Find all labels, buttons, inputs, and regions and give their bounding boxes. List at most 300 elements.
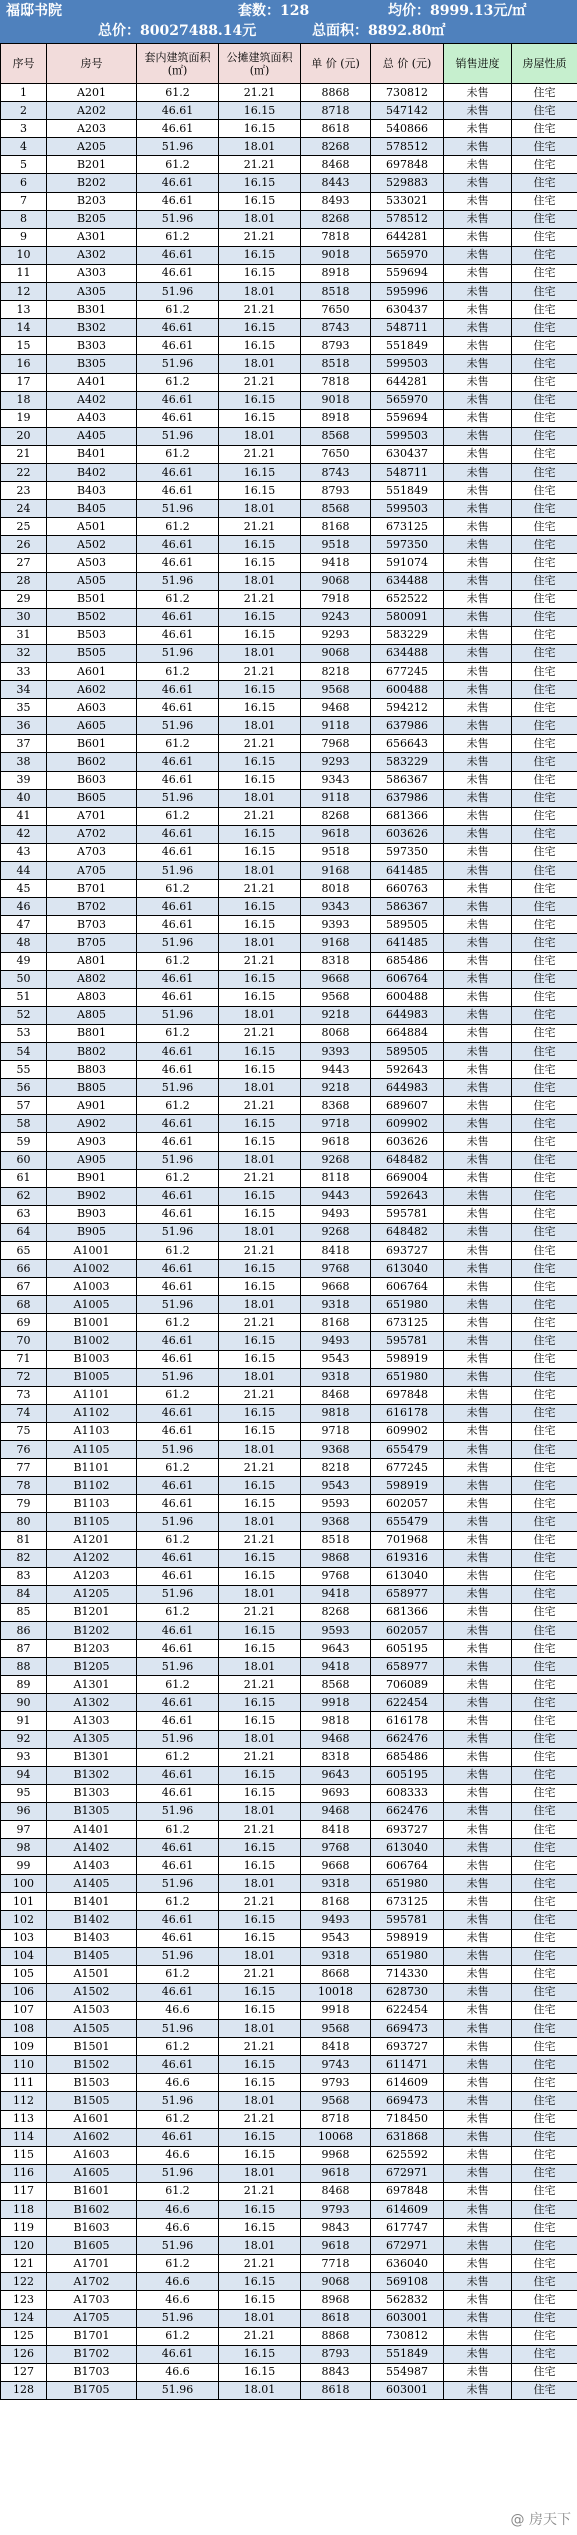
cell-sales-status: 未售 bbox=[444, 1278, 512, 1296]
cell-unit: B705 bbox=[47, 934, 137, 952]
cell-total-price: 595996 bbox=[371, 283, 444, 301]
table-row bbox=[1, 2309, 577, 2327]
cell-total-price: 592643 bbox=[371, 1061, 444, 1079]
table-row bbox=[1, 2001, 577, 2019]
cell-unit: A1302 bbox=[47, 1694, 137, 1712]
cell-property-type: 住宅 bbox=[512, 789, 577, 807]
cell-unit-price: 9968 bbox=[301, 2146, 371, 2164]
cell-sales-status: 未售 bbox=[444, 1441, 512, 1459]
project-name: 福邸书院 bbox=[6, 3, 62, 19]
cell-inner-area: 51.96 bbox=[137, 717, 219, 735]
table-row bbox=[1, 1911, 577, 1929]
cell-inner-area: 46.61 bbox=[137, 1694, 219, 1712]
table-row bbox=[1, 1133, 577, 1151]
cell-sales-status: 未售 bbox=[444, 1929, 512, 1947]
cell-property-type: 住宅 bbox=[512, 391, 577, 409]
cell-unit-price: 9768 bbox=[301, 1839, 371, 1857]
cell-unit: B1503 bbox=[47, 2074, 137, 2092]
cell-unit: B601 bbox=[47, 735, 137, 753]
cell-unit-price: 9318 bbox=[301, 1875, 371, 1893]
cell-shared-area: 21.21 bbox=[219, 1024, 301, 1042]
cell-sales-status: 未售 bbox=[444, 898, 512, 916]
cell-inner-area: 46.61 bbox=[137, 1404, 219, 1422]
cell-sales-status: 未售 bbox=[444, 482, 512, 500]
cell-sales-status: 未售 bbox=[444, 2327, 512, 2345]
table-row bbox=[1, 644, 577, 662]
table-row bbox=[1, 138, 577, 156]
cell-total-price: 681366 bbox=[371, 1603, 444, 1621]
cell-sales-status: 未售 bbox=[444, 427, 512, 445]
cell-unit: B1505 bbox=[47, 2092, 137, 2110]
cell-inner-area: 51.96 bbox=[137, 2164, 219, 2182]
table-row bbox=[1, 1079, 577, 1097]
cell-sales-status: 未售 bbox=[444, 301, 512, 319]
cell-sales-status: 未售 bbox=[444, 2309, 512, 2327]
cell-unit-price: 9668 bbox=[301, 970, 371, 988]
cell-unit: B1702 bbox=[47, 2345, 137, 2363]
cell-sales-status: 未售 bbox=[444, 373, 512, 391]
cell-unit-price: 9568 bbox=[301, 681, 371, 699]
col-header-sales-status: 销售进度 bbox=[444, 44, 512, 84]
cell-shared-area: 18.01 bbox=[219, 1875, 301, 1893]
cell-shared-area: 18.01 bbox=[219, 2309, 301, 2327]
cell-index: 69 bbox=[1, 1314, 47, 1332]
cell-index: 24 bbox=[1, 500, 47, 518]
cell-property-type: 住宅 bbox=[512, 1911, 577, 1929]
cell-total-price: 644281 bbox=[371, 373, 444, 391]
cell-property-type: 住宅 bbox=[512, 934, 577, 952]
cell-total-price: 589505 bbox=[371, 1042, 444, 1060]
cell-unit: A803 bbox=[47, 988, 137, 1006]
cell-sales-status: 未售 bbox=[444, 717, 512, 735]
cell-unit: B605 bbox=[47, 789, 137, 807]
cell-unit-price: 9118 bbox=[301, 717, 371, 735]
cell-unit-price: 9318 bbox=[301, 1368, 371, 1386]
cell-total-price: 548711 bbox=[371, 463, 444, 481]
header-row bbox=[1, 44, 577, 84]
cell-sales-status: 未售 bbox=[444, 2020, 512, 2038]
cell-total-price: 559694 bbox=[371, 409, 444, 427]
cell-sales-status: 未售 bbox=[444, 2146, 512, 2164]
cell-property-type: 住宅 bbox=[512, 2092, 577, 2110]
table-row bbox=[1, 1603, 577, 1621]
cell-inner-area: 46.61 bbox=[137, 1983, 219, 2001]
cell-inner-area: 51.96 bbox=[137, 789, 219, 807]
table-row bbox=[1, 1676, 577, 1694]
table-row bbox=[1, 427, 577, 445]
cell-shared-area: 21.21 bbox=[219, 1531, 301, 1549]
cell-index: 28 bbox=[1, 572, 47, 590]
cell-index: 2 bbox=[1, 102, 47, 120]
cell-sales-status: 未售 bbox=[444, 1911, 512, 1929]
cell-unit: A1501 bbox=[47, 1965, 137, 1983]
cell-unit: A1603 bbox=[47, 2146, 137, 2164]
cell-property-type: 住宅 bbox=[512, 1621, 577, 1639]
cell-shared-area: 21.21 bbox=[219, 2110, 301, 2128]
cell-unit: A1002 bbox=[47, 1260, 137, 1278]
cell-total-price: 602057 bbox=[371, 1495, 444, 1513]
cell-property-type: 住宅 bbox=[512, 2237, 577, 2255]
cell-property-type: 住宅 bbox=[512, 988, 577, 1006]
cell-sales-status: 未售 bbox=[444, 2056, 512, 2074]
cell-index: 48 bbox=[1, 934, 47, 952]
cell-unit: B403 bbox=[47, 482, 137, 500]
cell-unit-price: 8268 bbox=[301, 138, 371, 156]
cell-index: 90 bbox=[1, 1694, 47, 1712]
cell-sales-status: 未售 bbox=[444, 1368, 512, 1386]
cell-property-type: 住宅 bbox=[512, 898, 577, 916]
cell-total-price: 660763 bbox=[371, 880, 444, 898]
cell-index: 114 bbox=[1, 2128, 47, 2146]
cell-unit: A203 bbox=[47, 120, 137, 138]
cell-unit: B905 bbox=[47, 1223, 137, 1241]
cell-unit: A1402 bbox=[47, 1839, 137, 1857]
table-row bbox=[1, 337, 577, 355]
cell-index: 109 bbox=[1, 2038, 47, 2056]
cell-unit-price: 8918 bbox=[301, 409, 371, 427]
cell-unit: B803 bbox=[47, 1061, 137, 1079]
cell-sales-status: 未售 bbox=[444, 84, 512, 102]
cell-shared-area: 16.15 bbox=[219, 1278, 301, 1296]
cell-unit: B1705 bbox=[47, 2381, 137, 2399]
cell-sales-status: 未售 bbox=[444, 2273, 512, 2291]
cell-unit: B1601 bbox=[47, 2182, 137, 2200]
cell-shared-area: 21.21 bbox=[219, 2255, 301, 2273]
cell-property-type: 住宅 bbox=[512, 1332, 577, 1350]
cell-shared-area: 16.15 bbox=[219, 1260, 301, 1278]
table-row bbox=[1, 1368, 577, 1386]
cell-property-type: 住宅 bbox=[512, 409, 577, 427]
cell-inner-area: 46.61 bbox=[137, 1422, 219, 1440]
cell-shared-area: 16.15 bbox=[219, 1640, 301, 1658]
cell-index: 104 bbox=[1, 1947, 47, 1965]
cell-property-type: 住宅 bbox=[512, 102, 577, 120]
cell-unit: B1401 bbox=[47, 1893, 137, 1911]
cell-property-type: 住宅 bbox=[512, 1079, 577, 1097]
cell-unit: A505 bbox=[47, 572, 137, 590]
cell-inner-area: 61.2 bbox=[137, 1965, 219, 1983]
cell-sales-status: 未售 bbox=[444, 554, 512, 572]
cell-sales-status: 未售 bbox=[444, 916, 512, 934]
cell-total-price: 658977 bbox=[371, 1658, 444, 1676]
cell-total-price: 693727 bbox=[371, 1821, 444, 1839]
cell-sales-status: 未售 bbox=[444, 445, 512, 463]
table-row bbox=[1, 1115, 577, 1133]
cell-unit-price: 8618 bbox=[301, 2309, 371, 2327]
cell-inner-area: 61.2 bbox=[137, 2038, 219, 2056]
table-row bbox=[1, 2038, 577, 2056]
cell-inner-area: 61.2 bbox=[137, 1169, 219, 1187]
cell-shared-area: 16.15 bbox=[219, 2291, 301, 2309]
cell-total-price: 662476 bbox=[371, 1802, 444, 1820]
cell-total-price: 595781 bbox=[371, 1332, 444, 1350]
cell-unit-price: 9793 bbox=[301, 2074, 371, 2092]
cell-sales-status: 未售 bbox=[444, 518, 512, 536]
cell-property-type: 住宅 bbox=[512, 608, 577, 626]
cell-shared-area: 16.15 bbox=[219, 608, 301, 626]
cell-property-type: 住宅 bbox=[512, 825, 577, 843]
cell-property-type: 住宅 bbox=[512, 373, 577, 391]
cell-sales-status: 未售 bbox=[444, 771, 512, 789]
cell-sales-status: 未售 bbox=[444, 210, 512, 228]
table-row bbox=[1, 482, 577, 500]
cell-unit: A301 bbox=[47, 228, 137, 246]
cell-index: 68 bbox=[1, 1296, 47, 1314]
cell-unit-price: 8418 bbox=[301, 1242, 371, 1260]
cell-inner-area: 61.2 bbox=[137, 518, 219, 536]
cell-total-price: 730812 bbox=[371, 84, 444, 102]
cell-total-price: 614609 bbox=[371, 2074, 444, 2092]
cell-unit: B802 bbox=[47, 1042, 137, 1060]
cell-unit: B1603 bbox=[47, 2219, 137, 2237]
cell-index: 119 bbox=[1, 2219, 47, 2237]
cell-sales-status: 未售 bbox=[444, 1730, 512, 1748]
cell-sales-status: 未售 bbox=[444, 1495, 512, 1513]
cell-index: 128 bbox=[1, 2381, 47, 2399]
table-row bbox=[1, 1061, 577, 1079]
cell-shared-area: 16.15 bbox=[219, 246, 301, 264]
cell-shared-area: 16.15 bbox=[219, 2001, 301, 2019]
cell-inner-area: 51.96 bbox=[137, 1875, 219, 1893]
cell-sales-status: 未售 bbox=[444, 825, 512, 843]
cell-index: 35 bbox=[1, 699, 47, 717]
cell-shared-area: 18.01 bbox=[219, 2164, 301, 2182]
cell-property-type: 住宅 bbox=[512, 2309, 577, 2327]
cell-unit: A201 bbox=[47, 84, 137, 102]
cell-property-type: 住宅 bbox=[512, 1983, 577, 2001]
cell-total-price: 598919 bbox=[371, 1929, 444, 1947]
cell-unit: B1201 bbox=[47, 1603, 137, 1621]
table-row bbox=[1, 970, 577, 988]
cell-unit-price: 8118 bbox=[301, 1169, 371, 1187]
cell-property-type: 住宅 bbox=[512, 1242, 577, 1260]
cell-inner-area: 46.61 bbox=[137, 536, 219, 554]
cell-sales-status: 未售 bbox=[444, 1006, 512, 1024]
cell-inner-area: 46.6 bbox=[137, 2363, 219, 2381]
cell-sales-status: 未售 bbox=[444, 1061, 512, 1079]
cell-index: 115 bbox=[1, 2146, 47, 2164]
table-row bbox=[1, 1260, 577, 1278]
cell-unit: A503 bbox=[47, 554, 137, 572]
cell-property-type: 住宅 bbox=[512, 970, 577, 988]
cell-unit-price: 9918 bbox=[301, 1694, 371, 1712]
cell-total-price: 592643 bbox=[371, 1187, 444, 1205]
cell-index: 67 bbox=[1, 1278, 47, 1296]
cell-index: 89 bbox=[1, 1676, 47, 1694]
cell-shared-area: 18.01 bbox=[219, 1802, 301, 1820]
cell-shared-area: 16.15 bbox=[219, 970, 301, 988]
cell-property-type: 住宅 bbox=[512, 120, 577, 138]
cell-total-price: 586367 bbox=[371, 898, 444, 916]
cell-unit-price: 8493 bbox=[301, 192, 371, 210]
cell-property-type: 住宅 bbox=[512, 590, 577, 608]
table-row bbox=[1, 1965, 577, 1983]
cell-shared-area: 16.15 bbox=[219, 337, 301, 355]
cell-inner-area: 61.2 bbox=[137, 1314, 219, 1332]
cell-index: 107 bbox=[1, 2001, 47, 2019]
cell-inner-area: 46.61 bbox=[137, 463, 219, 481]
cell-total-price: 685486 bbox=[371, 952, 444, 970]
cell-inner-area: 51.96 bbox=[137, 138, 219, 156]
cell-shared-area: 21.21 bbox=[219, 807, 301, 825]
cell-unit-price: 8793 bbox=[301, 482, 371, 500]
cell-shared-area: 16.15 bbox=[219, 102, 301, 120]
cell-total-price: 589505 bbox=[371, 916, 444, 934]
cell-unit-price: 9543 bbox=[301, 1929, 371, 1947]
cell-inner-area: 46.61 bbox=[137, 192, 219, 210]
cell-property-type: 住宅 bbox=[512, 1459, 577, 1477]
cell-sales-status: 未售 bbox=[444, 1314, 512, 1332]
cell-sales-status: 未售 bbox=[444, 1477, 512, 1495]
cell-total-price: 622454 bbox=[371, 1694, 444, 1712]
cell-index: 52 bbox=[1, 1006, 47, 1024]
cell-property-type: 住宅 bbox=[512, 843, 577, 861]
cell-property-type: 住宅 bbox=[512, 880, 577, 898]
cell-index: 30 bbox=[1, 608, 47, 626]
cell-index: 39 bbox=[1, 771, 47, 789]
cell-inner-area: 46.61 bbox=[137, 1784, 219, 1802]
cell-unit-price: 9593 bbox=[301, 1621, 371, 1639]
cell-total-price: 644281 bbox=[371, 228, 444, 246]
cell-shared-area: 16.15 bbox=[219, 1422, 301, 1440]
cell-shared-area: 16.15 bbox=[219, 120, 301, 138]
cell-shared-area: 16.15 bbox=[219, 1477, 301, 1495]
cell-total-price: 602057 bbox=[371, 1621, 444, 1639]
cell-index: 32 bbox=[1, 644, 47, 662]
cell-inner-area: 46.61 bbox=[137, 120, 219, 138]
cell-inner-area: 46.61 bbox=[137, 1332, 219, 1350]
cell-unit: B701 bbox=[47, 880, 137, 898]
cell-inner-area: 61.2 bbox=[137, 952, 219, 970]
cell-inner-area: 51.96 bbox=[137, 572, 219, 590]
cell-total-price: 605195 bbox=[371, 1640, 444, 1658]
cell-index: 31 bbox=[1, 626, 47, 644]
cell-index: 105 bbox=[1, 1965, 47, 1983]
cell-total-price: 693727 bbox=[371, 2038, 444, 2056]
cell-unit-price: 8518 bbox=[301, 1531, 371, 1549]
cell-index: 47 bbox=[1, 916, 47, 934]
cell-inner-area: 46.61 bbox=[137, 753, 219, 771]
cell-sales-status: 未售 bbox=[444, 1242, 512, 1260]
table-row bbox=[1, 1332, 577, 1350]
table-row bbox=[1, 916, 577, 934]
table-row bbox=[1, 373, 577, 391]
cell-shared-area: 16.15 bbox=[219, 391, 301, 409]
table-row bbox=[1, 1766, 577, 1784]
cell-shared-area: 16.15 bbox=[219, 626, 301, 644]
cell-index: 8 bbox=[1, 210, 47, 228]
cell-property-type: 住宅 bbox=[512, 1314, 577, 1332]
cell-shared-area: 16.15 bbox=[219, 2074, 301, 2092]
cell-shared-area: 16.15 bbox=[219, 1839, 301, 1857]
cell-unit: A405 bbox=[47, 427, 137, 445]
cell-total-price: 637986 bbox=[371, 717, 444, 735]
cell-total-price: 631868 bbox=[371, 2128, 444, 2146]
cell-unit: A1305 bbox=[47, 1730, 137, 1748]
cell-property-type: 住宅 bbox=[512, 1640, 577, 1658]
cell-index: 20 bbox=[1, 427, 47, 445]
cell-sales-status: 未售 bbox=[444, 590, 512, 608]
cell-total-price: 559694 bbox=[371, 264, 444, 282]
cell-property-type: 住宅 bbox=[512, 1567, 577, 1585]
table-row bbox=[1, 825, 577, 843]
cell-index: 4 bbox=[1, 138, 47, 156]
cell-property-type: 住宅 bbox=[512, 2128, 577, 2146]
cell-shared-area: 21.21 bbox=[219, 952, 301, 970]
cell-unit-price: 8468 bbox=[301, 2182, 371, 2200]
cell-property-type: 住宅 bbox=[512, 1603, 577, 1621]
table-row bbox=[1, 572, 577, 590]
cell-unit-price: 8793 bbox=[301, 337, 371, 355]
cell-inner-area: 61.2 bbox=[137, 228, 219, 246]
cell-unit-price: 9768 bbox=[301, 1260, 371, 1278]
cell-total-price: 606764 bbox=[371, 1278, 444, 1296]
cell-unit-price: 9418 bbox=[301, 554, 371, 572]
cell-total-price: 603001 bbox=[371, 2309, 444, 2327]
cell-unit-price: 8568 bbox=[301, 1676, 371, 1694]
cell-shared-area: 21.21 bbox=[219, 84, 301, 102]
average-price: 均价：8999.13元/㎡ bbox=[388, 3, 527, 19]
cell-unit-price: 9418 bbox=[301, 1658, 371, 1676]
cell-inner-area: 46.61 bbox=[137, 1929, 219, 1947]
cell-sales-status: 未售 bbox=[444, 1549, 512, 1567]
cell-index: 64 bbox=[1, 1223, 47, 1241]
cell-sales-status: 未售 bbox=[444, 156, 512, 174]
cell-unit-price: 8843 bbox=[301, 2363, 371, 2381]
cell-index: 63 bbox=[1, 1205, 47, 1223]
cell-sales-status: 未售 bbox=[444, 283, 512, 301]
cell-sales-status: 未售 bbox=[444, 2219, 512, 2237]
cell-shared-area: 16.15 bbox=[219, 192, 301, 210]
cell-shared-area: 16.15 bbox=[219, 1567, 301, 1585]
table-row bbox=[1, 952, 577, 970]
cell-unit: A601 bbox=[47, 663, 137, 681]
cell-unit-price: 9618 bbox=[301, 2237, 371, 2255]
cell-unit: A1702 bbox=[47, 2273, 137, 2291]
cell-unit: B1303 bbox=[47, 1784, 137, 1802]
cell-inner-area: 46.61 bbox=[137, 482, 219, 500]
cell-property-type: 住宅 bbox=[512, 2164, 577, 2182]
table-row bbox=[1, 1893, 577, 1911]
cell-unit: A1401 bbox=[47, 1821, 137, 1839]
table-row bbox=[1, 1875, 577, 1893]
cell-shared-area: 16.15 bbox=[219, 2273, 301, 2291]
cell-unit: B1703 bbox=[47, 2363, 137, 2381]
cell-index: 124 bbox=[1, 2309, 47, 2327]
cell-inner-area: 51.96 bbox=[137, 934, 219, 952]
cell-sales-status: 未售 bbox=[444, 536, 512, 554]
cell-shared-area: 16.15 bbox=[219, 699, 301, 717]
cell-sales-status: 未售 bbox=[444, 1422, 512, 1440]
cell-total-price: 613040 bbox=[371, 1839, 444, 1857]
cell-shared-area: 16.15 bbox=[219, 1495, 301, 1513]
cell-sales-status: 未售 bbox=[444, 391, 512, 409]
cell-sales-status: 未售 bbox=[444, 572, 512, 590]
cell-total-price: 551849 bbox=[371, 2345, 444, 2363]
cell-total-price: 586367 bbox=[371, 771, 444, 789]
cell-unit-price: 8968 bbox=[301, 2291, 371, 2309]
cell-sales-status: 未售 bbox=[444, 1169, 512, 1187]
cell-total-price: 718450 bbox=[371, 2110, 444, 2128]
cell-index: 118 bbox=[1, 2200, 47, 2218]
cell-unit: A1502 bbox=[47, 1983, 137, 2001]
table-row bbox=[1, 319, 577, 337]
cell-index: 36 bbox=[1, 717, 47, 735]
cell-total-price: 591074 bbox=[371, 554, 444, 572]
cell-unit: B1102 bbox=[47, 1477, 137, 1495]
cell-total-price: 677245 bbox=[371, 1459, 444, 1477]
cell-unit-price: 8468 bbox=[301, 1386, 371, 1404]
